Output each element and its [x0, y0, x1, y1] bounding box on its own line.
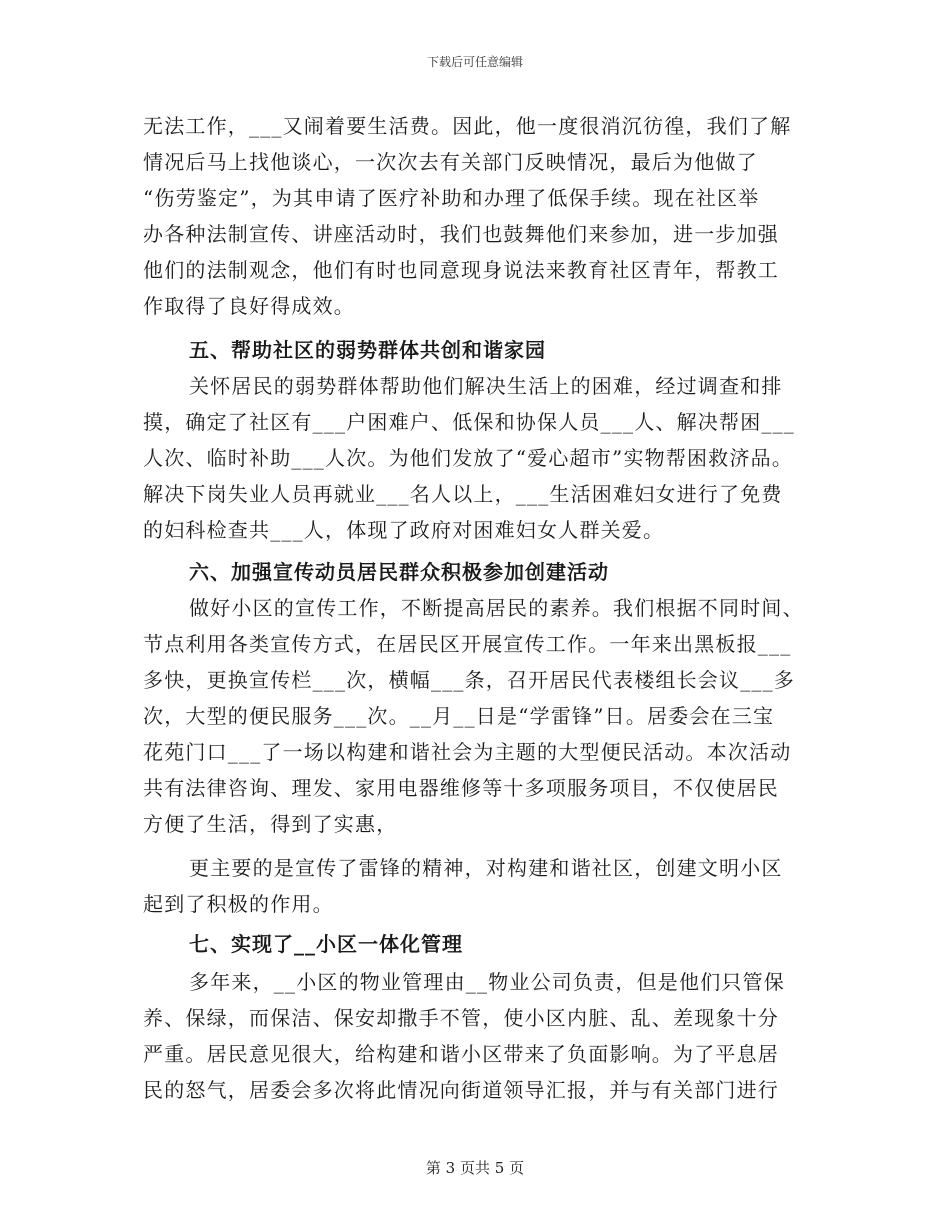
- paragraph-line: 情况后马上找他谈心，一次次去有关部门反映情况，最后为他做了: [143, 150, 758, 174]
- paragraph-line: 花苑门口___了一场以构建和谐社会为主题的大型便民活动。本次活动: [143, 740, 792, 764]
- paragraph-line: 养、保绿，而保洁、保安却撒手不管，使小区内脏、乱、差现象十分: [143, 1006, 779, 1030]
- section-heading-5: 五、帮助社区的弱势群体共创和谐家园: [189, 338, 546, 362]
- paragraph-line: 做好小区的宣传工作，不断提高居民的素养。我们根据不同时间、: [189, 596, 804, 620]
- paragraph-line: 节点利用各类宣传方式，在居民区开展宣传工作。一年来出黑板报___: [143, 632, 792, 656]
- paragraph-line: 人次、临时补助___人次。为他们发放了“爱心超市”实物帮困救济品。: [143, 446, 794, 470]
- paragraph-line: 多年来，__小区的物业管理由__物业公司负责，但是他们只管保: [189, 970, 785, 994]
- paragraph-line: 的妇科检查共___人，体现了政府对困难妇女人群关爱。: [143, 518, 665, 542]
- paragraph-line: “伤劳鉴定”，为其申请了医疗补助和办理了低保手续。现在社区举: [143, 186, 760, 210]
- paragraph-line: 解决下岗失业人员再就业___名人以上，___生活困难妇女进行了免费: [143, 482, 783, 506]
- paragraph-line: 作取得了良好得成效。: [143, 294, 355, 318]
- paragraph-line: 无法工作，___又闹着要生活费。因此，他一度很消沉彷徨，我们了解: [143, 114, 792, 138]
- paragraph-line: 共有法律咨询、理发、家用电器维修等十多项服务项目，不仅使居民: [143, 776, 779, 800]
- page-header: 下载后可任意编辑: [426, 55, 523, 69]
- paragraph-line: 民的怒气，居委会多次将此情况向街道领导汇报，并与有关部门进行: [143, 1078, 779, 1102]
- paragraph-line: 摸，确定了社区有___户困难户、低保和协保人员___人、解决帮困___: [143, 410, 795, 434]
- paragraph-line: 他们的法制观念，他们有时也同意现身说法来教育社区青年，帮教工: [143, 258, 779, 282]
- paragraph-line: 起到了积极的作用。: [143, 892, 334, 916]
- paragraph-line: 次，大型的便民服务___次。__月__日是“学雷锋”日。居委会在三宝: [143, 704, 775, 728]
- page-footer: 第 3 页共 5 页: [425, 1159, 525, 1177]
- paragraph-line: 严重。居民意见很大，给构建和谐小区带来了负面影响。为了平息居: [143, 1042, 779, 1066]
- paragraph-line: 更主要的是宣传了雷锋的精神，对构建和谐社区，创建文明小区: [189, 856, 783, 880]
- section-heading-7: 七、实现了__小区一体化管理: [189, 932, 463, 956]
- paragraph-line: 多快，更换宣传栏___次，横幅___条，召开居民代表楼组长会议___多: [143, 668, 795, 692]
- paragraph-line: 方便了生活，得到了实惠，: [143, 812, 398, 836]
- section-heading-6: 六、加强宣传动员居民群众积极参加创建活动: [189, 560, 609, 584]
- paragraph-line: 办各种法制宣传、讲座活动时，我们也鼓舞他们来参加，进一步加强: [143, 222, 779, 246]
- paragraph-line: 关怀居民的弱势群体帮助他们解决生活上的困难，经过调查和排: [189, 374, 783, 398]
